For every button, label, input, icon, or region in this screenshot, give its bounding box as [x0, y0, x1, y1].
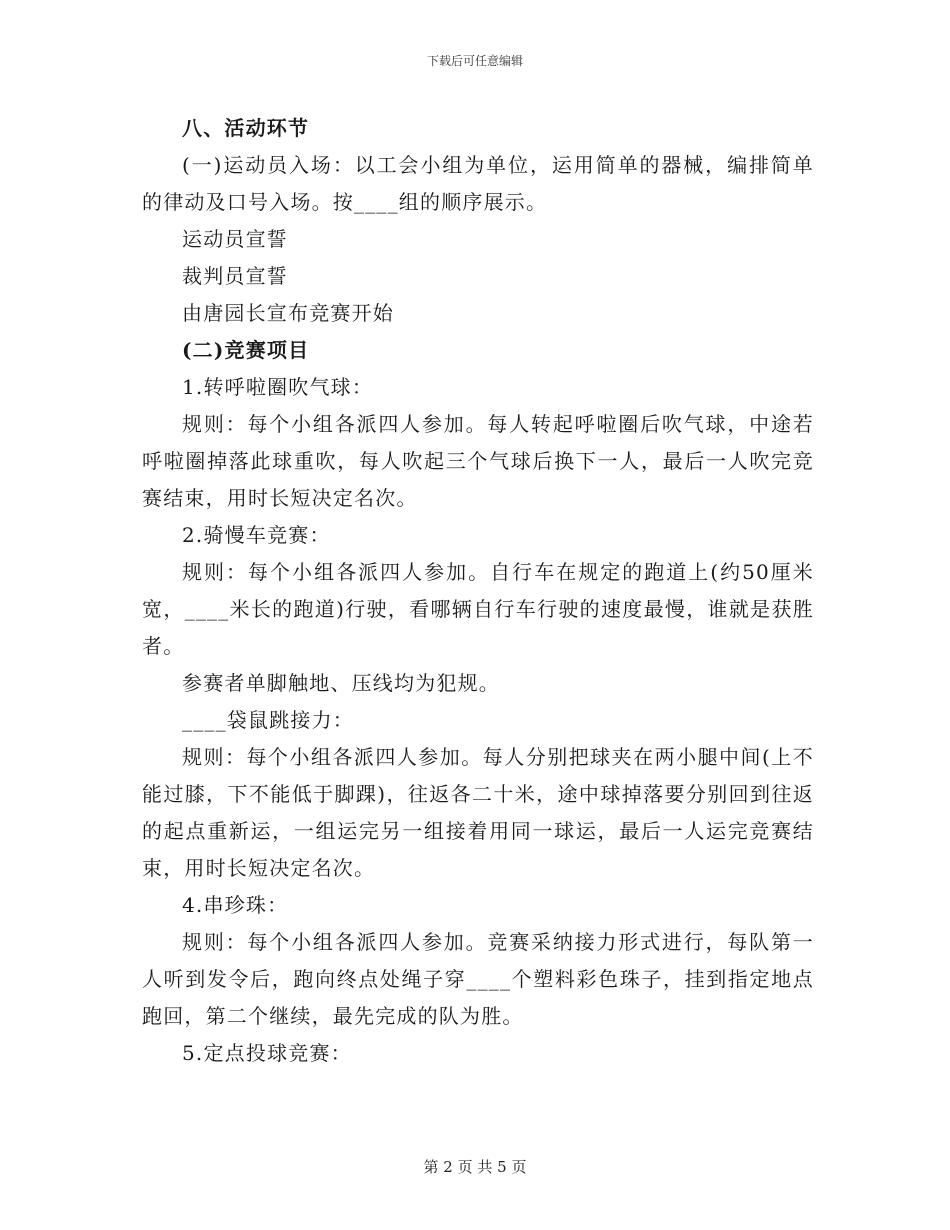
item-title: 2.骑慢车竞赛：: [182, 523, 331, 547]
item-title: 5.定点投球竞赛：: [182, 1041, 352, 1065]
document-body: [142, 110, 814, 1072]
section-heading: 八、活动环节: [182, 116, 310, 140]
paragraph: (一)运动员入场：以工会小组为单位，运用简单的器械，编排简单的律动及口号入场。按____组的顺序展示。: [142, 153, 814, 214]
item-title: ____袋鼠跳接力：: [182, 708, 354, 732]
paragraph: 规则：每个小组各派四人参加。竞赛采纳接力形式进行，每队第一人听到发令后，跑向终点处绳子穿____个塑料彩色珠子，挂到指定地点跑回，第二个继续，最先完成的队为胜。: [142, 930, 814, 1028]
paragraph: 规则：每个小组各派四人参加。每人转起呼啦圈后吹气球，中途若呼啦圈掉落此球重吹，每人吹起三个气球后换下一人，最后一人吹完竞赛结束，用时长短决定名次。: [142, 412, 814, 510]
paragraph: 由唐园长宣布竞赛开始: [182, 301, 394, 325]
paragraph: 裁判员宣誓: [182, 264, 288, 288]
paragraph: 规则：每个小组各派四人参加。自行车在规定的跑道上(约50厘米宽，____米长的跑道)行驶，看哪辆自行车行驶的速度最慢，谁就是获胜者。: [142, 560, 814, 658]
item-title: 1.转呼啦圈吹气球：: [182, 375, 374, 399]
page-footer: 第 2 页 共 5 页: [423, 1158, 527, 1176]
paragraph: 规则：每个小组各派四人参加。每人分别把球夹在两小腿中间(上不能过膝，下不能低于脚踝)，往返各二十米，途中球掉落要分别回到往返的起点重新运，一组运完另一组接着用同一球运，最后一人运完竞赛结束，用时长短决定名次。: [142, 745, 814, 880]
paragraph: 运动员宣誓: [182, 227, 288, 251]
paragraph: 参赛者单脚触地、压线均为犯规。: [182, 671, 500, 695]
subsection-heading: (二)竞赛项目: [182, 338, 310, 362]
item-title: 4.串珍珠：: [182, 893, 289, 917]
page-header: 下载后可任意编辑: [426, 54, 523, 68]
